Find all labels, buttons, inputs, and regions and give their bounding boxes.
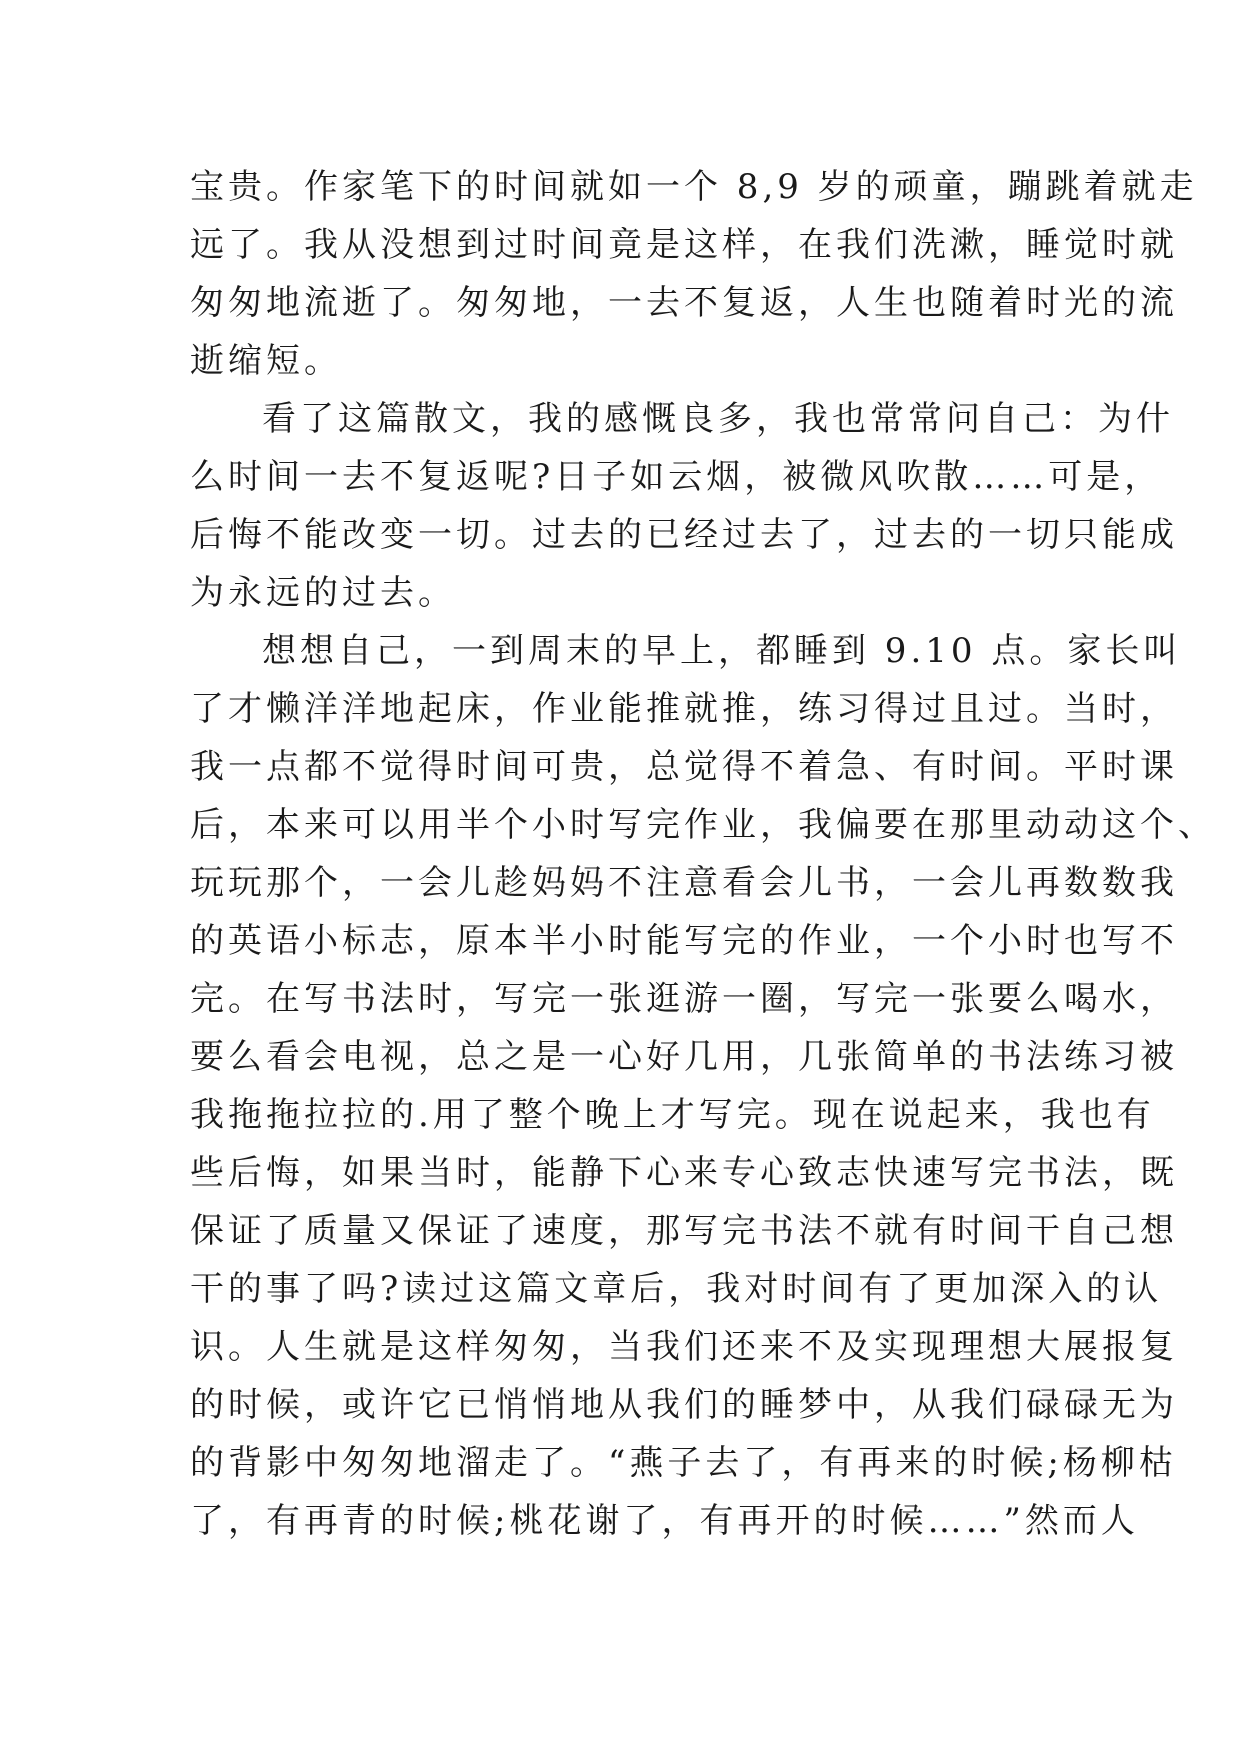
text-line: 匆匆地流逝了。匆匆地，一去不复返，人生也随着时光的流	[190, 283, 1178, 323]
text-line: 保证了质量又保证了速度，那写完书法不就有时间干自己想	[190, 1211, 1178, 1251]
text-line: 了，有再青的时候;桃花谢了，有再开的时候……”然而人	[190, 1501, 1139, 1541]
text-line: 了才懒洋洋地起床，作业能推就推，练习得过且过。当时，	[190, 689, 1178, 729]
paragraph-1	[190, 158, 1198, 390]
text-line: 的时候，或许它已悄悄地从我们的睡梦中，从我们碌碌无为	[190, 1385, 1178, 1425]
text-line: 远了。我从没想到过时间竟是这样，在我们洗漱，睡觉时就	[190, 225, 1178, 265]
text-line: 为永远的过去。	[190, 573, 456, 613]
text-line: 我拖拖拉拉的.用了整个晚上才写完。现在说起来，我也有	[190, 1095, 1155, 1135]
text-line: 后，本来可以用半个小时写完作业，我偏要在那里动动这个、	[190, 805, 1216, 845]
text-line: 看了这篇散文，我的感慨良多，我也常常问自己：为什	[262, 399, 1174, 439]
text-line: 玩玩那个，一会儿趁妈妈不注意看会儿书，一会儿再数数我	[190, 863, 1178, 903]
paragraph-3	[190, 622, 1216, 1550]
text-line: 识。人生就是这样匆匆，当我们还来不及实现理想大展报复	[190, 1327, 1178, 1367]
text-line: 想想自己，一到周末的早上，都睡到 9.10 点。家长叫	[262, 631, 1182, 671]
text-line: 完。在写书法时，写完一张逛游一圈，写完一张要么喝水，	[190, 979, 1178, 1019]
text-line: 的英语小标志，原本半小时能写完的作业，一个小时也写不	[190, 921, 1178, 961]
text-line: 后悔不能改变一切。过去的已经过去了，过去的一切只能成	[190, 515, 1178, 555]
text-line: 逝缩短。	[190, 341, 342, 381]
text-line: 么时间一去不复返呢?日子如云烟，被微风吹散……可是，	[190, 457, 1163, 497]
paragraph-2	[190, 390, 1178, 622]
text-line: 干的事了吗?读过这篇文章后，我对时间有了更加深入的认	[190, 1269, 1163, 1309]
text-line: 我一点都不觉得时间可贵，总觉得不着急、有时间。平时课	[190, 747, 1178, 787]
text-line: 宝贵。作家笔下的时间就如一个 8,9 岁的顽童，蹦跳着就走	[190, 167, 1198, 207]
body-text	[190, 158, 1216, 1550]
text-line: 的背影中匆匆地溜走了。“燕子去了，有再来的时候;杨柳枯	[190, 1443, 1177, 1483]
text-line: 些后悔，如果当时，能静下心来专心致志快速写完书法，既	[190, 1153, 1178, 1193]
text-line: 要么看会电视，总之是一心好几用，几张简单的书法练习被	[190, 1037, 1178, 1077]
